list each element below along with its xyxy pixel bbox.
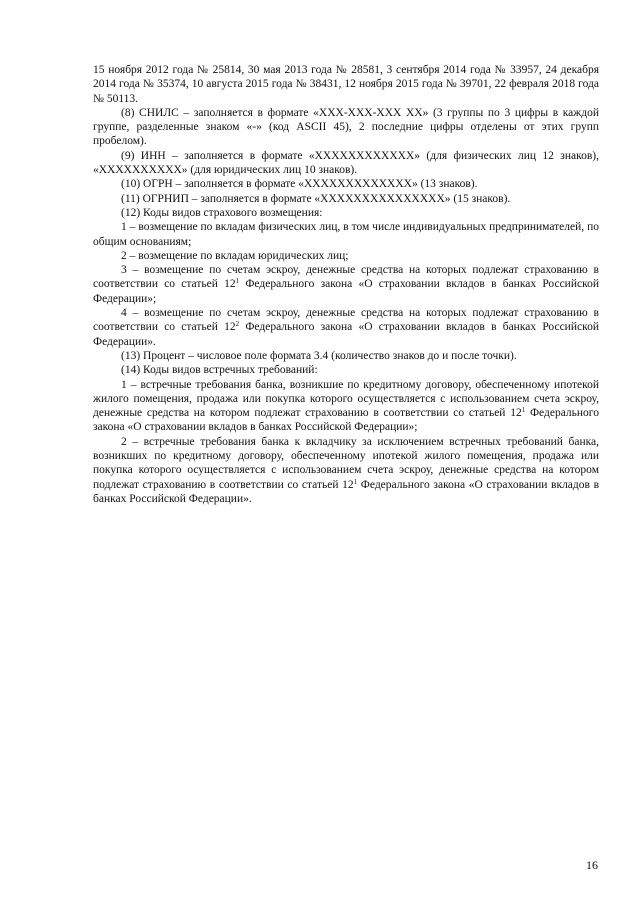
note-14-title: (14) Коды видов встречных требований: [121, 364, 318, 377]
superscript: 1 [353, 477, 358, 486]
document-body [93, 63, 599, 506]
note-14-item-2 [93, 435, 599, 506]
page-number: 16 [586, 858, 598, 872]
note-12-item-2: 2 – возмещение по вкладам юридических лиц; [121, 249, 349, 262]
superscript: 2 [235, 320, 240, 329]
item-text: Федерального закона «О страховании вкладов в банках Российской Федерации». [93, 478, 599, 505]
item-text: 4 – возмещение по счетам эскроу, денежные средства на которых подлежат страхованию в соответствии со статьей 12 [93, 307, 599, 334]
item-text: 1 – встречные требования банка, возникшие по кредитному договору, обеспеченному ипотекой жилого помещения, продажа или покупка которого осуществляется с использованием счета эскроу, денежные средства на котором подлежат страхованию в соответствии со статьей 12 [93, 378, 599, 420]
item-text: 3 – возмещение по счетам эскроу, денежные средства на которых подлежат страхованию в соответствии со статьей 12 [93, 264, 599, 291]
note-12-title: (12) Коды видов страхового возмещения: [121, 206, 323, 219]
note-9-inn: (9) ИНН – заполняется в формате «XXXXXXXXXXXX» (для физических лиц 12 знаков), «XXXXXXXXXX» (для юридических лиц 10 знаков). [93, 149, 599, 177]
item-text: Федерального закона «О страховании вкладов в банках Российской Федерации»; [93, 278, 599, 305]
intro-paragraph: 15 ноября 2012 года № 25814, 30 мая 2013 года № 28581, 3 сентября 2014 года № 33957, 24 декабря 2014 года № 35374, 10 августа 2015 года № 38431, 12 ноября 2015 года № 39701, 22 февраля 2018 года № 50113. [93, 64, 599, 105]
note-13-percent: (13) Процент – числовое поле формата 3.4 (количество знаков до и после точки). [121, 349, 517, 362]
superscript: 1 [235, 277, 240, 286]
note-10-ogrn: (10) ОГРН – заполняется в формате «XXXXXXXXXXXXX» (13 знаков). [121, 178, 478, 191]
note-12-item-1: 1 – возмещение по вкладам физических лиц, в том числе индивидуальных предпринимателей, по общим основаниям; [93, 221, 599, 248]
note-11-ogrnip: (11) ОГРНИП – заполняется в формате «XXXXXXXXXXXXXXX» (15 знаков). [121, 192, 511, 205]
item-text: 2 – встречные требования банка к вкладчику за исключением встречных требований банка, возникших по кредитному договору, обеспеченному ипотекой жилого помещения, продажа или покупка которого осуществляется с использованием счета эскроу, денежные средства на котором подлежат страхованию в соответствии со статьей 12 [93, 435, 599, 491]
item-text: Федерального закона «О страховании вкладов в банках Российской Федерации». [93, 321, 599, 348]
note-12-item-4 [93, 306, 599, 349]
note-12-item-3 [93, 263, 599, 306]
note-8-snils: (8) СНИЛС – заполняется в формате «XXX-XXX-XXX XX» (3 группы по 3 цифры в каждой группе, разделенные знаком «-» (код ASCII 45), 2 последние цифры отделены от этих групп пробелом). [93, 106, 599, 148]
item-text: Федерального закона «О страховании вкладов в банках Российской Федерации»; [93, 407, 599, 434]
note-14-item-1 [93, 378, 599, 435]
superscript: 1 [521, 406, 526, 415]
